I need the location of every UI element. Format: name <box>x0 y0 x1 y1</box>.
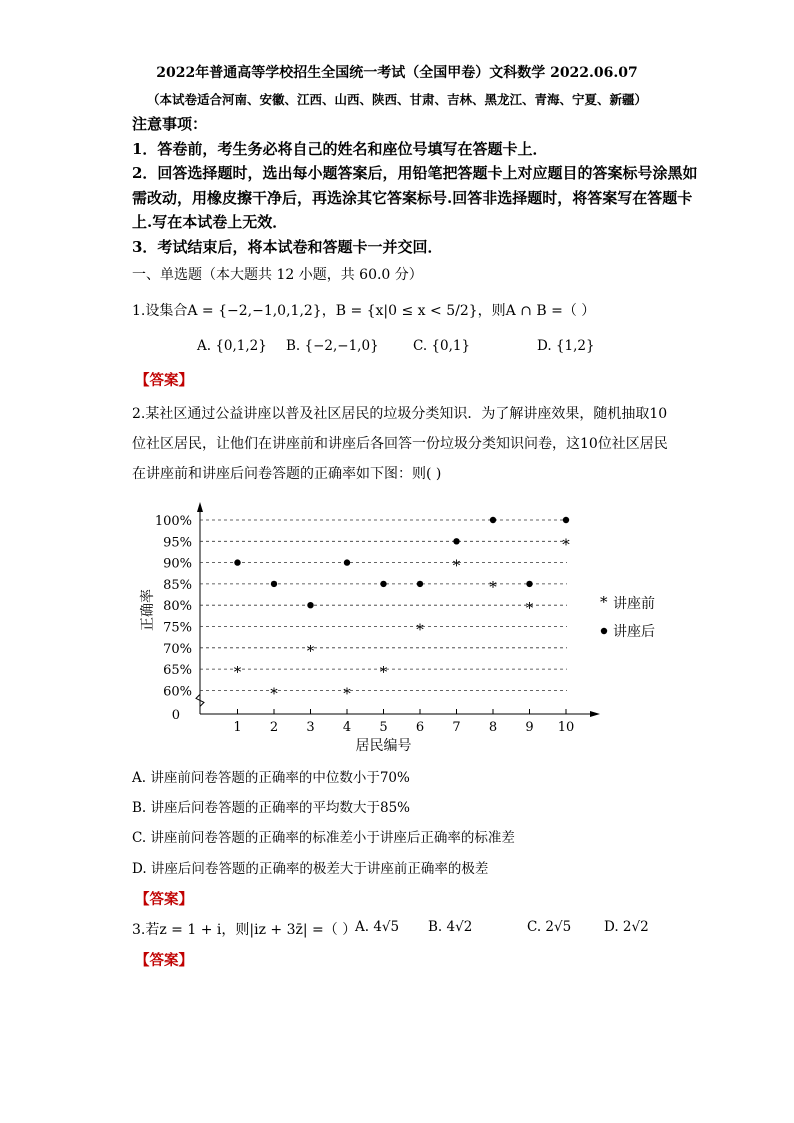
after-point <box>380 581 386 587</box>
x-tick-label: 6 <box>415 720 425 735</box>
before-point: * <box>233 663 242 682</box>
x-tick-label: 4 <box>342 720 352 735</box>
x-tick-label: 9 <box>525 720 534 735</box>
legend-after-symbol <box>601 628 607 634</box>
after-point <box>344 559 350 565</box>
q2-answer-label: 【答案】 <box>135 891 193 908</box>
y-tick-label: 80% <box>163 599 192 615</box>
notice-item-2-line-1: 2．回答选择题时，选出每小题答案后，用铅笔把答题卡上对应题目的答案标号涂黑如 <box>132 164 698 182</box>
after-point <box>307 602 313 608</box>
q2-option-b: B. 讲座后问卷答题的正确率的平均数大于85% <box>132 800 411 816</box>
x-axis-arrow <box>590 711 600 717</box>
legend-before-label: 讲座前 <box>613 596 655 612</box>
q2-stem-line-2: 位社区居民，让他们在讲座前和讲座后各回答一份垃圾分类知识问卷，这10位社区居民 <box>132 436 668 452</box>
before-point: * <box>306 641 315 660</box>
q2-option-d: D. 讲座后问卷答题的正确率的极差大于讲座前正确率的极差 <box>132 861 489 877</box>
after-point <box>526 581 532 587</box>
x-tick-label: 8 <box>488 720 498 735</box>
x-tick-label: 2 <box>269 720 279 735</box>
x-tick-label: 5 <box>379 720 388 735</box>
before-point: * <box>452 556 461 575</box>
exam-subtitle: （本试卷适合河南、安徽、江西、山西、陕西、甘肃、吉林、黑龙江、青海、宁夏、新疆） <box>146 92 647 107</box>
q1-option-d: D. {1,2} <box>537 338 595 354</box>
notice-item-2-line-2: 需改动，用橡皮擦干净后，再选涂其它答案标号.回答非选择题时，将答案写在答题卡 <box>132 189 693 207</box>
y-tick-label: 85% <box>163 577 192 593</box>
notice-item-2-line-3: 上.写在本试卷上无效． <box>132 213 288 231</box>
before-point: * <box>343 684 351 703</box>
accuracy-scatter-chart <box>130 498 670 753</box>
q1-option-a: A. {0,1,2} <box>197 338 267 354</box>
q1-stem: 1.设集合A = {−2,−1,0,1,2}，B = {x|0 ≤ x < 5/2}，则A ∩ B =（ ） <box>132 303 596 319</box>
q3-option-a: A. 4√5 <box>355 919 400 935</box>
y-tick-label: 65% <box>163 663 192 679</box>
notice-item-1: 1．答卷前，考生务必将自己的姓名和座位号填写在答题卡上． <box>132 140 548 158</box>
q3-answer-label: 【答案】 <box>135 952 193 969</box>
q2-stem-line-1: 2.某社区通过公益讲座以普及社区居民的垃圾分类知识．为了解讲座效果，随机抽取10 <box>132 406 668 422</box>
q3-option-c: C. 2√5 <box>527 919 572 935</box>
x-tick-label: 1 <box>233 720 242 735</box>
legend-after-label: 讲座后 <box>613 624 655 640</box>
section-title: 一、单选题（本大题共 12 小题，共 60.0 分） <box>132 267 423 283</box>
before-point: * <box>489 577 497 596</box>
before-point: * <box>416 620 424 639</box>
y-tick-label: 100% <box>154 514 192 529</box>
x-tick-label: 10 <box>557 720 575 735</box>
x-axis-title: 居民编号 <box>355 738 412 753</box>
after-point <box>234 559 240 565</box>
y-tick-label: 70% <box>163 641 192 657</box>
before-point: * <box>379 663 388 682</box>
before-point: * <box>270 684 278 703</box>
y-tick-label: 90% <box>163 556 192 572</box>
q1-option-c: C. {0,1} <box>413 338 471 354</box>
y-tick-label: 75% <box>163 620 192 636</box>
after-point <box>417 581 423 587</box>
q1-option-b: B. {−2,−1,0} <box>286 338 379 354</box>
q2-option-c: C. 讲座前问卷答题的正确率的标准差小于讲座后正确率的标准差 <box>132 830 515 846</box>
after-point <box>563 517 569 523</box>
after-point <box>271 581 277 587</box>
notice-heading: 注意事项： <box>132 115 208 133</box>
after-point <box>490 517 496 523</box>
y-axis-arrow <box>197 502 203 512</box>
origin-label: 0 <box>171 708 180 723</box>
legend-before-symbol: * <box>600 593 608 611</box>
q2-option-a: A. 讲座前问卷答题的正确率的中位数小于70% <box>132 770 410 786</box>
before-point: * <box>562 535 570 554</box>
x-tick-label: 7 <box>452 720 461 735</box>
q3-option-d: D. 2√2 <box>604 919 649 935</box>
q1-answer-label: 【答案】 <box>135 372 193 389</box>
after-point <box>453 538 459 544</box>
y-tick-label: 95% <box>163 535 192 551</box>
before-point: * <box>525 599 534 618</box>
q3-stem: 3.若z = 1 + i，则|iz + 3z̄| =（ ） <box>132 922 357 938</box>
y-axis-title: 正确率 <box>140 589 156 631</box>
y-tick-label: 60% <box>163 684 192 700</box>
q2-stem-line-3: 在讲座前和讲座后问卷答题的正确率如下图：则( ) <box>132 466 442 482</box>
notice-item-3: 3．考试结束后，将本试卷和答题卡一并交回． <box>132 238 443 256</box>
q3-option-b: B. 4√2 <box>428 919 473 935</box>
x-tick-label: 3 <box>306 720 315 735</box>
exam-title: 2022年普通高等学校招生全国统一考试（全国甲卷）文科数学 2022.06.07 <box>156 65 638 81</box>
